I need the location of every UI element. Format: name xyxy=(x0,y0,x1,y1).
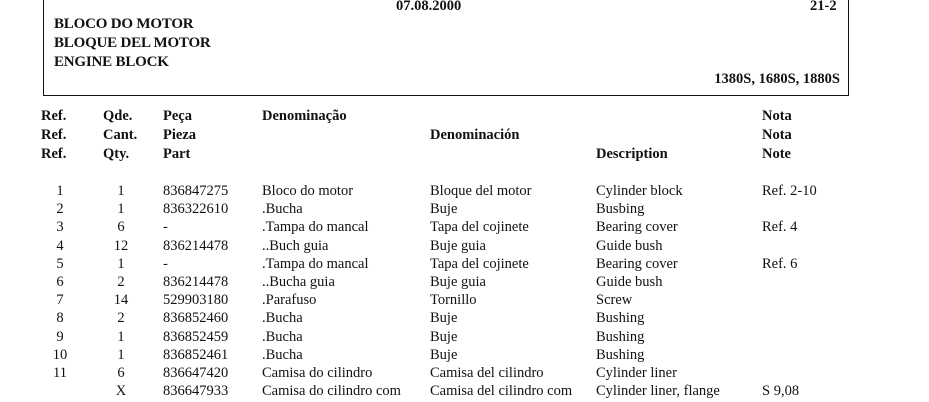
cell-part: 836852461 xyxy=(163,346,229,363)
cell-description: Bearing cover xyxy=(596,219,678,236)
col-denom-pt: Denominação xyxy=(262,108,347,124)
cell-note: Ref. 6 xyxy=(762,255,798,272)
cell-denom-es: Buje guia xyxy=(430,237,486,254)
col-qty-es: Cant. xyxy=(103,127,138,143)
cell-qty: 6 xyxy=(117,365,125,381)
cell-description: Screw xyxy=(596,292,633,309)
cell-denom-pt: ..Bucha guia xyxy=(262,274,335,290)
cell-description: Bearing cover xyxy=(596,255,678,272)
cell-denom-pt: .Bucha xyxy=(262,310,303,327)
cell-description: Guide bush xyxy=(596,237,663,254)
col-part-en: Part xyxy=(163,146,191,162)
title-es: BLOQUE DEL MOTOR xyxy=(54,35,211,51)
cell-note: S 9,08 xyxy=(762,383,800,400)
cell-description: Bushing xyxy=(596,346,645,363)
cell-description: Cylinder liner, flange xyxy=(596,383,720,400)
cell-ref: 3 xyxy=(56,219,64,236)
cell-denom-pt: .Bucha xyxy=(262,201,303,218)
cell-part: 836322610 xyxy=(163,201,229,218)
cell-denom-es: Buje xyxy=(430,328,458,345)
models-label: 1380S, 1680S, 1880S xyxy=(714,71,840,87)
cell-part: 836847275 xyxy=(163,183,229,199)
cell-ref: 2 xyxy=(56,201,64,218)
cell-part: 836852459 xyxy=(163,328,229,345)
cell-qty: 1 xyxy=(117,201,125,218)
cell-description: Guide bush xyxy=(596,274,663,290)
cell-qty: 12 xyxy=(113,237,129,254)
cell-qty: 1 xyxy=(117,346,125,363)
cell-denom-es: Bloque del motor xyxy=(430,183,532,199)
cell-qty: 1 xyxy=(117,328,125,345)
cell-denom-es: Tornillo xyxy=(430,292,477,309)
col-note-en: Note xyxy=(762,146,791,162)
cell-note: Ref. 2-10 xyxy=(762,183,817,199)
cell-denom-es: Buje xyxy=(430,346,458,363)
cell-part: - xyxy=(163,255,168,272)
cell-description: Busbing xyxy=(596,201,645,218)
cell-qty: 14 xyxy=(113,292,129,309)
cell-denom-pt: ..Buch guia xyxy=(262,237,329,254)
col-qty-en: Qty. xyxy=(103,146,130,162)
cell-part: 836647933 xyxy=(163,383,229,400)
cell-qty: 2 xyxy=(117,310,125,327)
cell-ref: 5 xyxy=(56,255,64,272)
cell-qty: 1 xyxy=(117,255,125,272)
title-pt: BLOCO DO MOTOR xyxy=(54,16,194,32)
col-description: Description xyxy=(596,146,668,162)
cell-ref: 7 xyxy=(56,292,64,309)
col-ref-en: Ref. xyxy=(41,146,67,162)
cell-ref: 8 xyxy=(56,310,64,327)
title-en: ENGINE BLOCK xyxy=(54,54,169,70)
cell-ref: 1 xyxy=(56,183,64,199)
cell-denom-es: Buje xyxy=(430,310,458,327)
cell-description: Bushing xyxy=(596,310,645,327)
cell-description: Cylinder block xyxy=(596,183,683,199)
cell-ref: 9 xyxy=(56,328,64,345)
cell-part: 836852460 xyxy=(163,310,229,327)
cell-qty: 2 xyxy=(117,274,125,290)
col-part-es: Pieza xyxy=(163,127,197,143)
cell-description: Cylinder liner xyxy=(596,365,677,381)
cell-qty: X xyxy=(115,383,127,400)
col-qty-pt: Qde. xyxy=(103,108,133,124)
col-note-es: Nota xyxy=(762,127,792,143)
col-ref-pt: Ref. xyxy=(41,108,67,124)
cell-denom-es: Buje guia xyxy=(430,274,486,290)
cell-part: 836214478 xyxy=(163,274,229,290)
cell-denom-pt: Camisa do cilindro xyxy=(262,365,373,381)
cell-denom-es: Buje xyxy=(430,201,458,218)
cell-denom-es: Camisa del cilindro com xyxy=(430,383,573,400)
cell-ref: 10 xyxy=(52,346,68,363)
cell-part: 529903180 xyxy=(163,292,229,309)
cell-description: Bushing xyxy=(596,328,645,345)
col-denom-es: Denominación xyxy=(430,127,520,143)
cell-denom-pt: .Parafuso xyxy=(262,292,317,309)
cell-denom-pt: .Bucha xyxy=(262,328,303,345)
cell-qty: 1 xyxy=(117,183,125,199)
cell-ref: 11 xyxy=(53,365,67,381)
cell-denom-pt: .Bucha xyxy=(262,346,303,363)
cell-denom-pt: Camisa do cilindro com xyxy=(262,383,401,400)
cell-denom-pt: Bloco do motor xyxy=(262,183,354,199)
col-ref-es: Ref. xyxy=(41,127,67,143)
cell-denom-pt: .Tampa do mancal xyxy=(262,255,369,272)
cell-note: Ref. 4 xyxy=(762,219,798,236)
col-part-pt: Peça xyxy=(163,108,192,124)
page-number: 21-2 xyxy=(810,0,837,14)
col-note-pt: Nota xyxy=(762,108,792,124)
cell-part: 836214478 xyxy=(163,237,229,254)
cell-qty: 6 xyxy=(117,219,125,236)
cell-denom-es: Camisa del cilindro xyxy=(430,365,544,381)
cell-denom-pt: .Tampa do mancal xyxy=(262,219,369,236)
cell-denom-es: Tapa del cojinete xyxy=(430,219,529,236)
cell-part: - xyxy=(163,219,168,236)
document-date: 07.08.2000 xyxy=(396,0,462,14)
cell-denom-es: Tapa del cojinete xyxy=(430,255,529,272)
cell-ref: 4 xyxy=(56,237,64,254)
cell-ref: 6 xyxy=(56,274,64,290)
cell-part: 836647420 xyxy=(163,365,229,381)
